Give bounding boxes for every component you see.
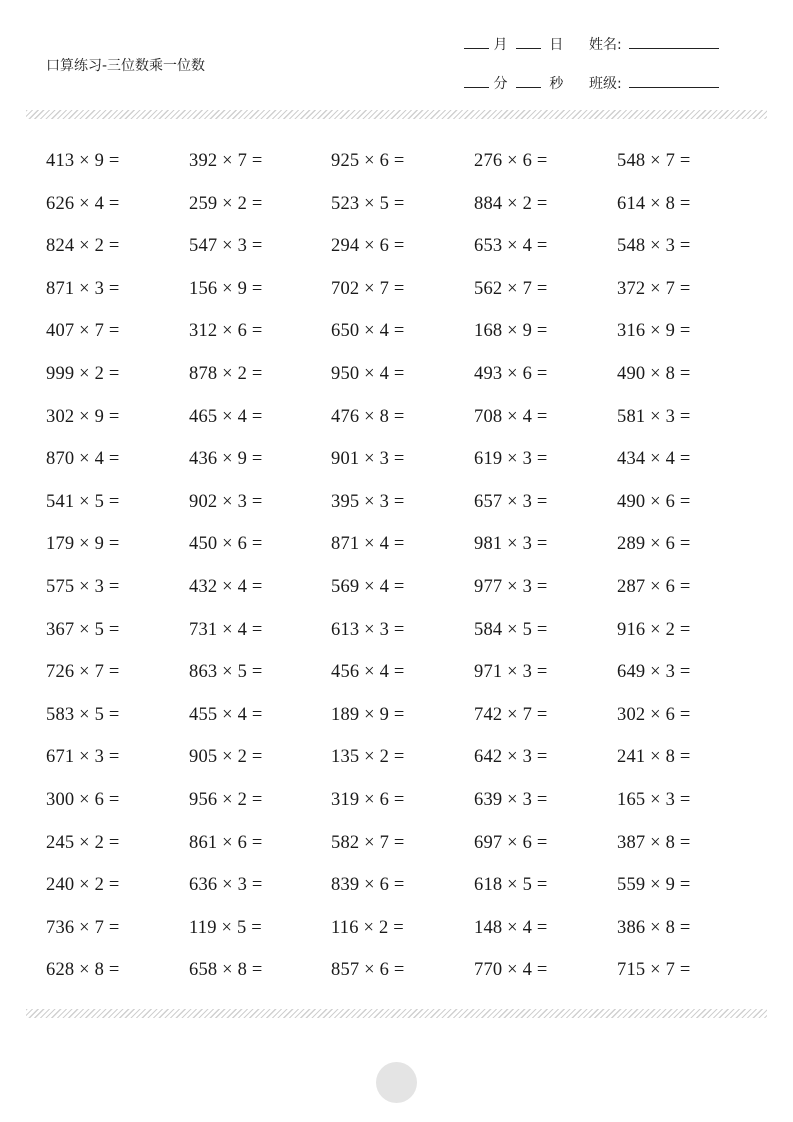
problem-item: 156 × 9 =: [189, 278, 263, 299]
problem-item: 902 × 3 =: [189, 491, 263, 512]
problem-item: 839 × 6 =: [331, 875, 405, 896]
problem-item: 413 × 9 =: [46, 151, 120, 171]
problem-item: 189 × 9 =: [331, 704, 405, 725]
problem-item: 387 × 8 =: [617, 832, 691, 853]
problem-item: 490 × 6 =: [617, 491, 691, 512]
bottom-divider: [26, 1009, 767, 1018]
problem-row: [0, 236, 793, 266]
problem-item: 582 × 7 =: [331, 832, 405, 853]
problem-row: [0, 577, 793, 607]
problem-row: [0, 534, 793, 564]
problem-item: 618 × 5 =: [474, 875, 548, 896]
name-line: [589, 34, 719, 54]
problem-item: 116 × 2 =: [331, 917, 404, 938]
problem-row: [0, 279, 793, 309]
problem-item: 569 × 4 =: [331, 577, 405, 597]
problem-item: 547 × 3 =: [189, 236, 263, 257]
problem-item: 916 × 2 =: [617, 619, 691, 640]
problem-item: 584 × 5 =: [474, 619, 548, 640]
problem-item: 770 × 4 =: [474, 960, 548, 981]
minute-label: 分: [493, 76, 508, 92]
problem-item: 476 × 8 =: [331, 406, 405, 427]
problem-item: 240 × 2 =: [46, 875, 120, 896]
problem-item: 731 × 4 =: [189, 619, 263, 640]
second-label: 秒: [549, 76, 564, 92]
problem-item: 715 × 7 =: [617, 960, 691, 981]
problem-item: 702 × 7 =: [331, 278, 405, 299]
problem-item: 455 × 4 =: [189, 704, 263, 725]
problem-item: 548 × 3 =: [617, 236, 691, 257]
problem-item: 372 × 7 =: [617, 278, 691, 299]
problem-item: 636 × 3 =: [189, 875, 263, 896]
problem-item: 407 × 7 =: [46, 321, 120, 342]
problem-item: 319 × 6 =: [331, 790, 405, 810]
problem-item: 436 × 9 =: [189, 449, 263, 470]
problem-item: 302 × 6 =: [617, 704, 691, 725]
problem-row: [0, 492, 793, 522]
problem-item: 148 × 4 =: [474, 917, 548, 938]
problem-item: 312 × 6 =: [189, 321, 263, 342]
problem-item: 276 × 6 =: [474, 151, 548, 171]
problem-item: 523 × 5 =: [331, 193, 405, 214]
name-label: 姓名:: [589, 37, 622, 53]
problem-row: [0, 918, 793, 948]
problem-item: 708 × 4 =: [474, 406, 548, 427]
problem-item: 863 × 5 =: [189, 662, 263, 683]
problem-item: 493 × 6 =: [474, 364, 548, 384]
worksheet-title: 口算练习-三位数乘一位数: [46, 58, 206, 74]
problem-item: 367 × 5 =: [46, 619, 120, 640]
problem-item: 977 × 3 =: [474, 577, 548, 597]
top-divider: [26, 110, 767, 119]
problem-item: 884 × 2 =: [474, 193, 548, 214]
problem-row: [0, 747, 793, 777]
problem-item: 871 × 4 =: [331, 534, 405, 555]
problem-item: 671 × 3 =: [46, 747, 120, 768]
problem-item: 434 × 4 =: [617, 449, 691, 470]
problem-item: 878 × 2 =: [189, 364, 263, 384]
problem-item: 628 × 8 =: [46, 960, 120, 981]
problem-item: 824 × 2 =: [46, 236, 120, 257]
problem-item: 583 × 5 =: [46, 704, 120, 725]
problem-item: 465 × 4 =: [189, 406, 263, 427]
problem-item: 541 × 5 =: [46, 491, 120, 512]
problem-row: [0, 620, 793, 650]
problem-item: 726 × 7 =: [46, 662, 120, 683]
class-label: 班级:: [589, 76, 622, 92]
problem-item: 697 × 6 =: [474, 832, 548, 853]
problem-item: 657 × 3 =: [474, 491, 548, 512]
problem-item: 614 × 8 =: [617, 193, 691, 214]
problem-item: 956 × 2 =: [189, 790, 263, 810]
problem-item: 302 × 9 =: [46, 406, 120, 427]
problem-item: 581 × 3 =: [617, 406, 691, 427]
problem-item: 259 × 2 =: [189, 193, 263, 214]
class-line: [589, 73, 719, 93]
problem-item: 316 × 9 =: [617, 321, 691, 342]
problem-item: 999 × 2 =: [46, 364, 120, 384]
problem-item: 736 × 7 =: [46, 917, 120, 938]
problem-item: 386 × 8 =: [617, 917, 691, 938]
problem-item: 289 × 6 =: [617, 534, 691, 555]
time-line: [464, 73, 563, 93]
problem-item: 950 × 4 =: [331, 364, 405, 384]
name-blank[interactable]: [629, 47, 719, 49]
problem-item: 392 × 7 =: [189, 151, 263, 171]
problem-item: 742 × 7 =: [474, 704, 548, 725]
problem-item: 119 × 5 =: [189, 917, 262, 938]
problem-row: [0, 449, 793, 479]
problem-item: 650 × 4 =: [331, 321, 405, 342]
problem-row: [0, 321, 793, 351]
problem-item: 241 × 8 =: [617, 747, 691, 768]
problem-row: [0, 407, 793, 437]
problem-item: 658 × 8 =: [189, 960, 263, 981]
problem-item: 971 × 3 =: [474, 662, 548, 683]
problem-item: 294 × 6 =: [331, 236, 405, 257]
problem-row: [0, 662, 793, 692]
class-blank[interactable]: [629, 86, 719, 88]
day-blank[interactable]: [516, 47, 541, 49]
problem-row: [0, 833, 793, 863]
problem-item: 395 × 3 =: [331, 491, 405, 512]
problem-item: 653 × 4 =: [474, 236, 548, 257]
problem-item: 179 × 9 =: [46, 534, 120, 555]
problem-item: 287 × 6 =: [617, 577, 691, 597]
problem-item: 649 × 3 =: [617, 662, 691, 683]
problem-row: [0, 705, 793, 735]
problem-row: [0, 960, 793, 990]
problem-row: [0, 790, 793, 820]
date-line: [464, 34, 563, 54]
problem-item: 456 × 4 =: [331, 662, 405, 683]
problem-item: 562 × 7 =: [474, 278, 548, 299]
problem-item: 168 × 9 =: [474, 321, 548, 342]
problem-item: 432 × 4 =: [189, 577, 263, 597]
problem-row: [0, 194, 793, 224]
problem-item: 135 × 2 =: [331, 747, 405, 768]
problem-item: 626 × 4 =: [46, 193, 120, 214]
page-number-badge: [376, 1062, 417, 1103]
problem-item: 925 × 6 =: [331, 151, 405, 171]
problem-item: 613 × 3 =: [331, 619, 405, 640]
problem-item: 619 × 3 =: [474, 449, 548, 470]
problem-item: 639 × 3 =: [474, 790, 548, 810]
problem-item: 245 × 2 =: [46, 832, 120, 853]
problem-item: 905 × 2 =: [189, 747, 263, 768]
problem-row: [0, 875, 793, 905]
problem-item: 870 × 4 =: [46, 449, 120, 470]
problem-item: 559 × 9 =: [617, 875, 691, 896]
problem-item: 871 × 3 =: [46, 278, 120, 299]
problem-item: 165 × 3 =: [617, 790, 691, 810]
problem-item: 861 × 6 =: [189, 832, 263, 853]
month-blank[interactable]: [464, 47, 489, 49]
minute-blank[interactable]: [464, 86, 489, 88]
problem-item: 575 × 3 =: [46, 577, 120, 597]
problem-item: 857 × 6 =: [331, 960, 405, 981]
problem-item: 981 × 3 =: [474, 534, 548, 555]
problem-item: 548 × 7 =: [617, 151, 691, 171]
problem-item: 300 × 6 =: [46, 790, 120, 810]
problem-item: 490 × 8 =: [617, 364, 691, 384]
problem-item: 642 × 3 =: [474, 747, 548, 768]
problem-item: 450 × 6 =: [189, 534, 263, 555]
problem-row: [0, 151, 793, 181]
problem-item: 901 × 3 =: [331, 449, 405, 470]
second-blank[interactable]: [516, 86, 541, 88]
problem-row: [0, 364, 793, 394]
month-label: 月: [493, 37, 508, 53]
day-label: 日: [549, 37, 564, 53]
